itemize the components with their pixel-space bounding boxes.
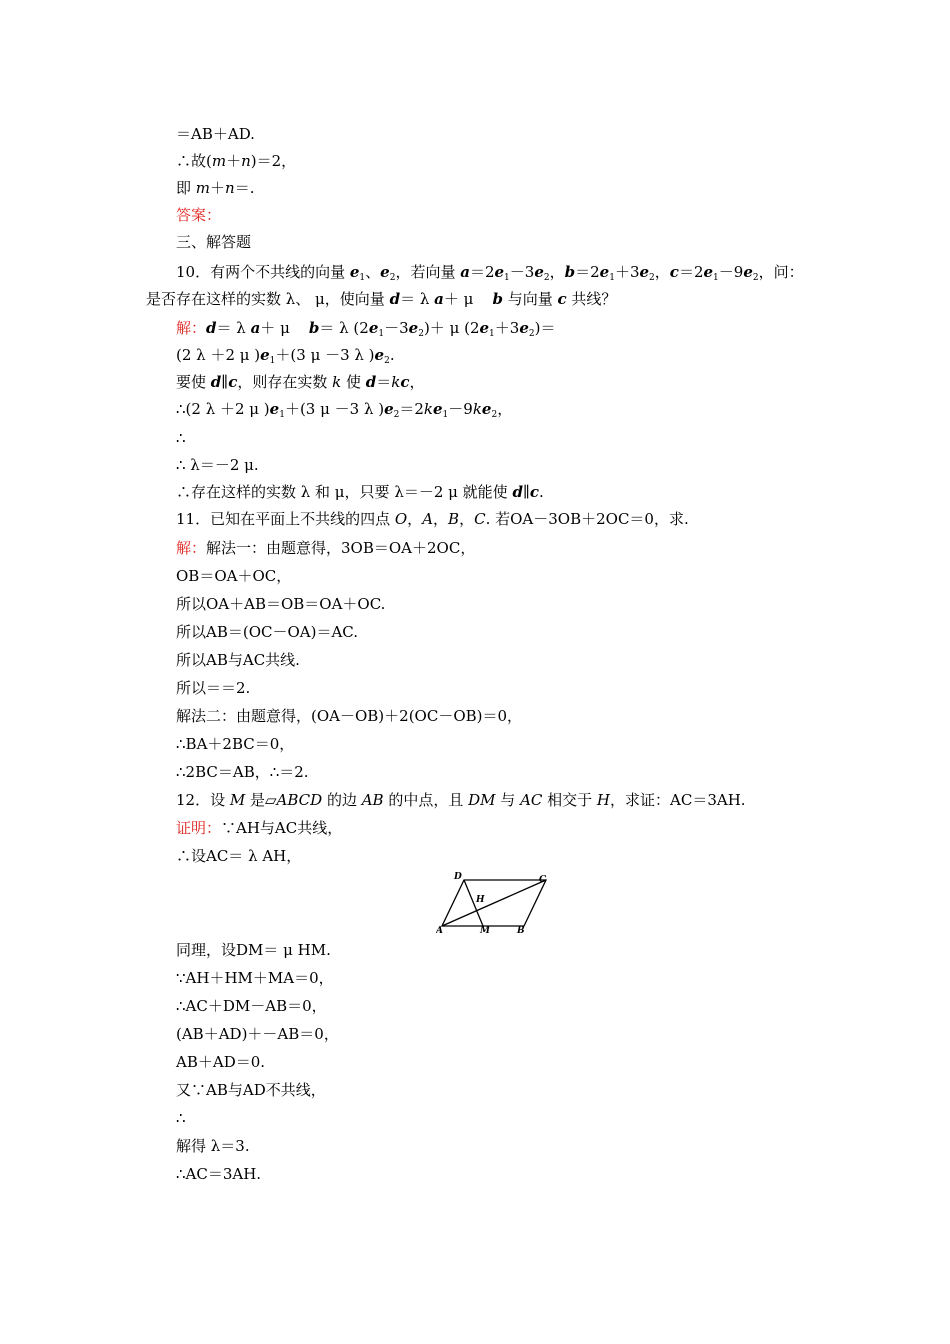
question-10-cont: 是否存在这样的实数 λ、 μ，使向量 d＝ λ a＋ μ b 与向量 c 共线？ (146, 290, 617, 308)
proof-line-9: ∴ (176, 1109, 186, 1127)
question-12: 12．设 M 是▱ABCD 的边 AB 的中点，且 DM 与 AC 相交于 H，求证：AC＝3AH. (176, 791, 746, 809)
proof-line-11: ∴AC＝3AH. (176, 1165, 262, 1183)
answer-label: 答案： (176, 206, 222, 224)
question-11: 11．已知在平面上不共线的四点 O，A，B，C. 若OA－3OB＋2OC＝0，求. (176, 510, 689, 528)
proof-line-4: ∵AH＋HM＋MA＝0， (176, 969, 334, 987)
solution-line-4: ∴(2 λ ＋2 μ )$e_1+(3$ μ －3 λ )$e_2=2ke_1-9ke_2$， (176, 400, 513, 420)
parallelogram-figure (436, 870, 556, 934)
q11-solution-1: 解：解法一：由题意得，3OB＝OA＋2OC， (176, 539, 476, 557)
solution-line-3: 要使 d∥c，则存在实数 k 使 d＝kc， (176, 373, 425, 391)
diagonal-ac (442, 880, 546, 926)
label-a: A (436, 926, 443, 934)
q11-solution-2: OB＝OA＋OC， (176, 567, 292, 585)
solution-line-5: ∴ (176, 429, 186, 447)
solution-line-6: ∴ λ＝－2 μ. (176, 456, 259, 474)
proof-label: 证明： (176, 819, 222, 837)
proof-line-7: AB＋AD＝0. (176, 1053, 266, 1071)
solution-line-2: (2 λ ＋2 μ )$e_1+(3$ μ －3 λ )$e_2$. (176, 346, 395, 366)
q11-solution-4: 所以AB＝(OC－OA)＝AC. (176, 623, 359, 641)
proof-line-1: 证明：∵AH与AC共线， (176, 819, 343, 837)
line-result-ab-ad (176, 124, 255, 144)
question-10: 10．有两个不共线的向量 $e_1$、$e_2$，若向量 $a=2e_1-3e_2$，$b=2e_1+3e_2$，$c=2e_1-9e_2$，问： (176, 263, 804, 283)
line-m-plus-n-eq: 即 m＋n＝. (176, 179, 255, 197)
proof-line-2: ∴设AC＝ λ AH， (176, 847, 302, 865)
q11-solution-3: 所以OA＋AB＝OB＝OA＋OC. (176, 595, 386, 613)
solution-label: 解： (176, 319, 207, 337)
section-heading: 三、解答题 (176, 233, 252, 251)
solution-line-1: 解：d＝ λ a＋ μ b＝ λ $(2e_1-3e_2)+ \mu$ $(2e_1+3e_2)=$ (176, 319, 556, 339)
proof-line-6: (AB＋AD)＋－AB＝0， (176, 1025, 339, 1043)
line-m-plus-n: ∴故(m＋n)＝2， (176, 152, 297, 170)
q11-solution-8: ∴BA＋2BC＝0， (176, 735, 295, 753)
q11-solution-6: 所以＝＝2. (176, 679, 251, 697)
label-b: B (517, 926, 525, 934)
proof-line-8: 又∵AB与AD不共线， (176, 1081, 326, 1099)
text: ＝AB＋AD. (176, 125, 255, 143)
q11-solution-9: ∴2BC＝AB，∴＝2. (176, 763, 309, 781)
label-c: C (539, 875, 547, 885)
proof-line-3: 同理，设DM＝ μ HM. (176, 941, 331, 959)
label-h: H (476, 895, 485, 905)
solution-line-7: ∴存在这样的实数 λ 和 μ，只要 λ＝－2 μ 就能使 d∥c. (176, 483, 544, 501)
q11-solution-5: 所以AB与AC共线. (176, 651, 300, 669)
proof-line-5: ∴AC＋DM－AB＝0， (176, 997, 327, 1015)
label-d: D (454, 872, 462, 882)
q11-solution-7: 解法二：由题意得，(OA－OB)＋2(OC－OB)＝0， (176, 707, 523, 725)
proof-line-10: 解得 λ＝3. (176, 1137, 250, 1155)
label-m: M (480, 926, 490, 934)
